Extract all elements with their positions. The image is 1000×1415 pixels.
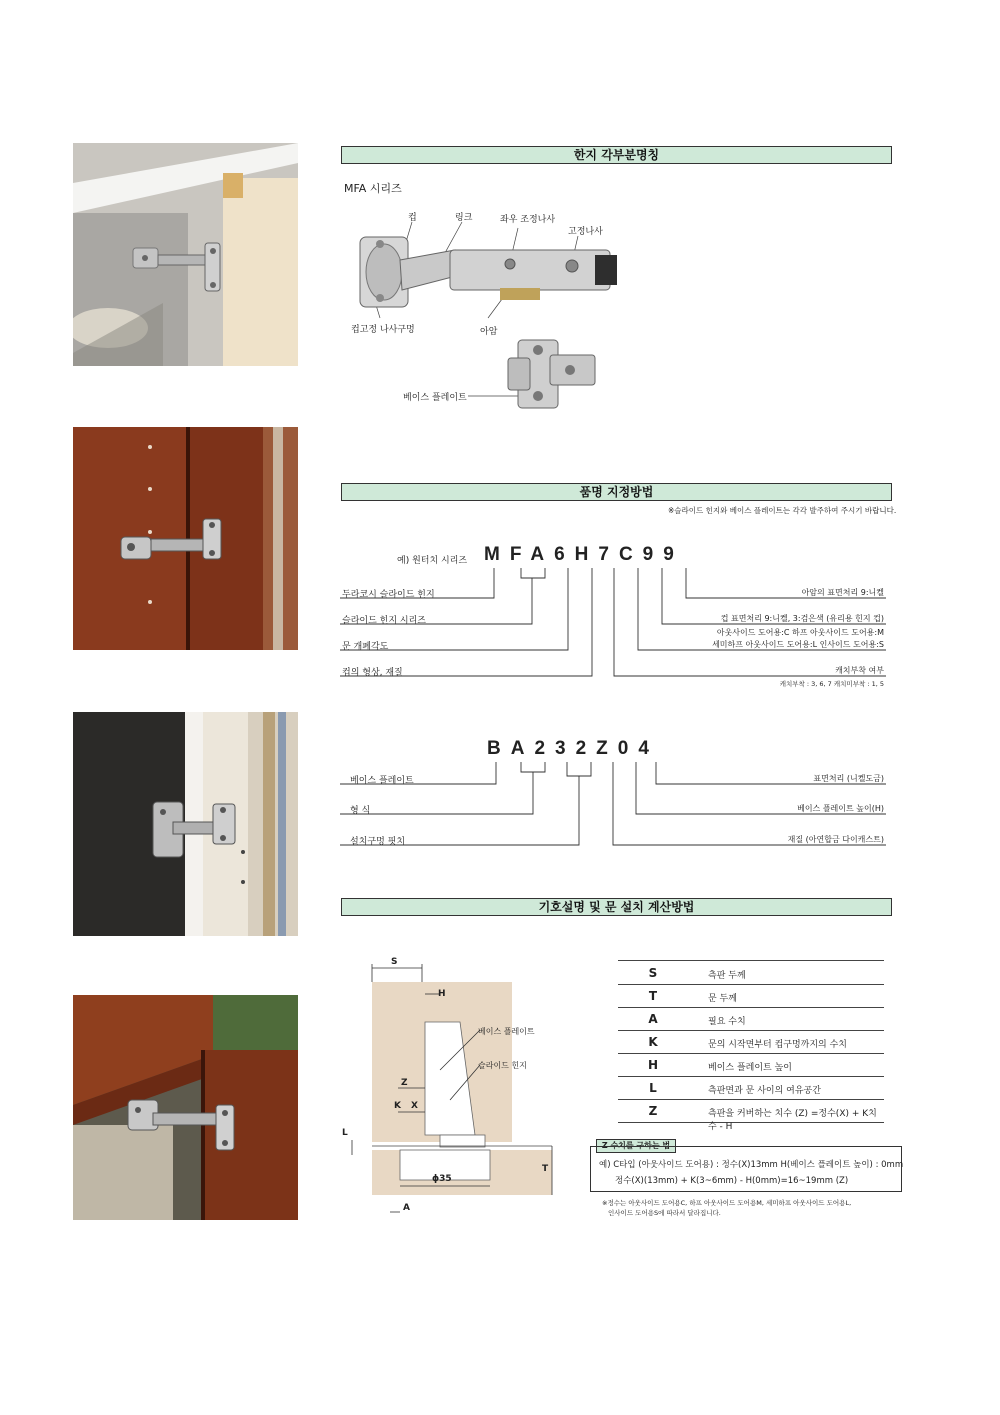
label-base-plate: 베이스 플레이트 — [403, 393, 467, 403]
symbol-key: Z — [648, 1104, 658, 1118]
symbol-desc: 측판면과 문 사이의 여유공간 — [708, 1086, 821, 1096]
code2-right-2: 재질 (아연합금 다이캐스트) — [787, 835, 884, 844]
section-header-symbols: 기호설명 및 문 설치 계산방법 — [341, 898, 892, 916]
series-title: MFA 시리즈 — [344, 182, 402, 195]
code1-right-2: 아웃사이드 도어용:C 하프 아웃사이드 도어용:M — [716, 628, 884, 637]
code1-right-3: 세미하프 아웃사이드 도어용:L 인사이드 도어용:S — [712, 640, 884, 649]
code1-left-0: 두라코시 슬라이드 힌지 — [342, 590, 435, 600]
label-arm: 아암 — [480, 327, 498, 337]
symbol-row-K — [618, 1030, 884, 1054]
order-note: ※슬라이드 힌지와 베이스 플레이트는 각각 발주하여 주시기 바랍니다. — [668, 506, 897, 515]
code1-right-0: 아암의 표면처리 9:니켈 — [801, 588, 884, 597]
label-diagram-slide-hinge: 슬라이드 힌지 — [478, 1061, 527, 1070]
code2-left-2: 설치구멍 핏치 — [350, 837, 406, 847]
symbol-row-L — [618, 1076, 884, 1100]
dim-A: A — [403, 1203, 410, 1213]
label-diagram-base-plate: 베이스 플레이트 — [478, 1027, 535, 1036]
symbol-desc: 측판 두께 — [708, 971, 746, 981]
code1-right-5: 캐치부착 : 3, 6, 7 캐치미부착 : 1, 5 — [779, 680, 884, 688]
dim-T: T — [542, 1164, 549, 1174]
symbol-key: L — [649, 1081, 657, 1095]
code1-left-2: 문 개폐각도 — [342, 642, 389, 652]
section-header-parts: 한지 각부분명칭 — [341, 146, 892, 164]
model-code-ba: BA232Z04 — [487, 738, 659, 759]
mounting-diagram — [340, 950, 580, 1220]
model-code-mfa: MFA6H7C99 — [484, 544, 684, 565]
example-label: 예) 원터치 시리즈 — [397, 556, 468, 566]
symbol-row-S — [618, 961, 884, 985]
z-calc-title: Z 수치를 구하는 법 — [596, 1139, 676, 1153]
dim-Z: Z — [401, 1078, 408, 1088]
symbol-desc: 문 두께 — [708, 994, 737, 1004]
code2-right-0: 표면처리 (니켈도금) — [813, 774, 884, 783]
symbol-key: T — [648, 989, 658, 1003]
symbol-desc: 측판을 커버하는 치수 (Z) =정수(X) + K치수 - H — [708, 1109, 877, 1132]
code2-left-0: 베이스 플레이트 — [350, 776, 414, 786]
label-cup-hole: 컵고정 나사구멍 — [351, 325, 415, 335]
symbol-row-H — [618, 1053, 884, 1077]
label-lr-screw: 좌우 조정나사 — [500, 215, 556, 225]
symbol-key: S — [648, 966, 658, 980]
code2-left-1: 형 식 — [350, 806, 371, 816]
symbol-desc: 문의 시작면부터 컵구멍까지의 수치 — [708, 1040, 847, 1050]
label-fix-screw: 고정나사 — [568, 227, 603, 237]
dim-L: L — [342, 1128, 348, 1138]
symbol-row-A — [618, 1007, 884, 1031]
dim-S: S — [391, 957, 398, 967]
code2-right-1: 베이스 플레이트 높이(H) — [797, 804, 884, 813]
dim-phi35: ϕ35 — [432, 1174, 452, 1184]
z-note-1: ※정수는 아웃사이드 도어용C, 하프 아웃사이드 도어용M, 세미하프 아웃사이드 도어용L, — [602, 1199, 852, 1207]
code1-right-4: 캐치부착 여부 — [835, 666, 884, 675]
symbol-desc: 필요 수치 — [708, 1017, 746, 1027]
z-note-2: 인사이드 도어용S에 따라서 달라집니다. — [608, 1209, 721, 1217]
symbol-key: H — [647, 1058, 659, 1072]
code1-left-3: 컵의 형상, 재질 — [342, 668, 403, 678]
code1-right-1: 컵 표면처리 9:니켈, 3:검은색 (유리용 힌지 컵) — [720, 614, 884, 623]
symbol-desc: 베이스 플레이트 높이 — [708, 1063, 792, 1073]
z-calc-line2: 정수(X)(13mm) + K(3~6mm) - H(0mm)=16~19mm (Z) — [615, 1176, 849, 1186]
photo-corner-cabinet-hinge — [73, 995, 298, 1220]
symbol-key: A — [648, 1012, 658, 1026]
dim-K: K — [394, 1101, 401, 1111]
code1-left-1: 슬라이드 힌지 시리즈 — [342, 616, 426, 626]
symbol-row-Z — [618, 1099, 884, 1132]
dim-X: X — [411, 1101, 418, 1111]
section-header-naming: 품명 지정방법 — [341, 483, 892, 501]
dim-H: H — [438, 989, 446, 999]
symbol-row-T — [618, 984, 884, 1008]
label-link: 링크 — [455, 213, 473, 223]
label-cup: 컵 — [408, 213, 417, 223]
z-calc-line1: 예) C타입 (아웃사이드 도어용) : 정수(X)13mm H(베이스 플레이트 높이) : 0mm — [599, 1160, 904, 1170]
symbol-key: K — [648, 1035, 658, 1049]
